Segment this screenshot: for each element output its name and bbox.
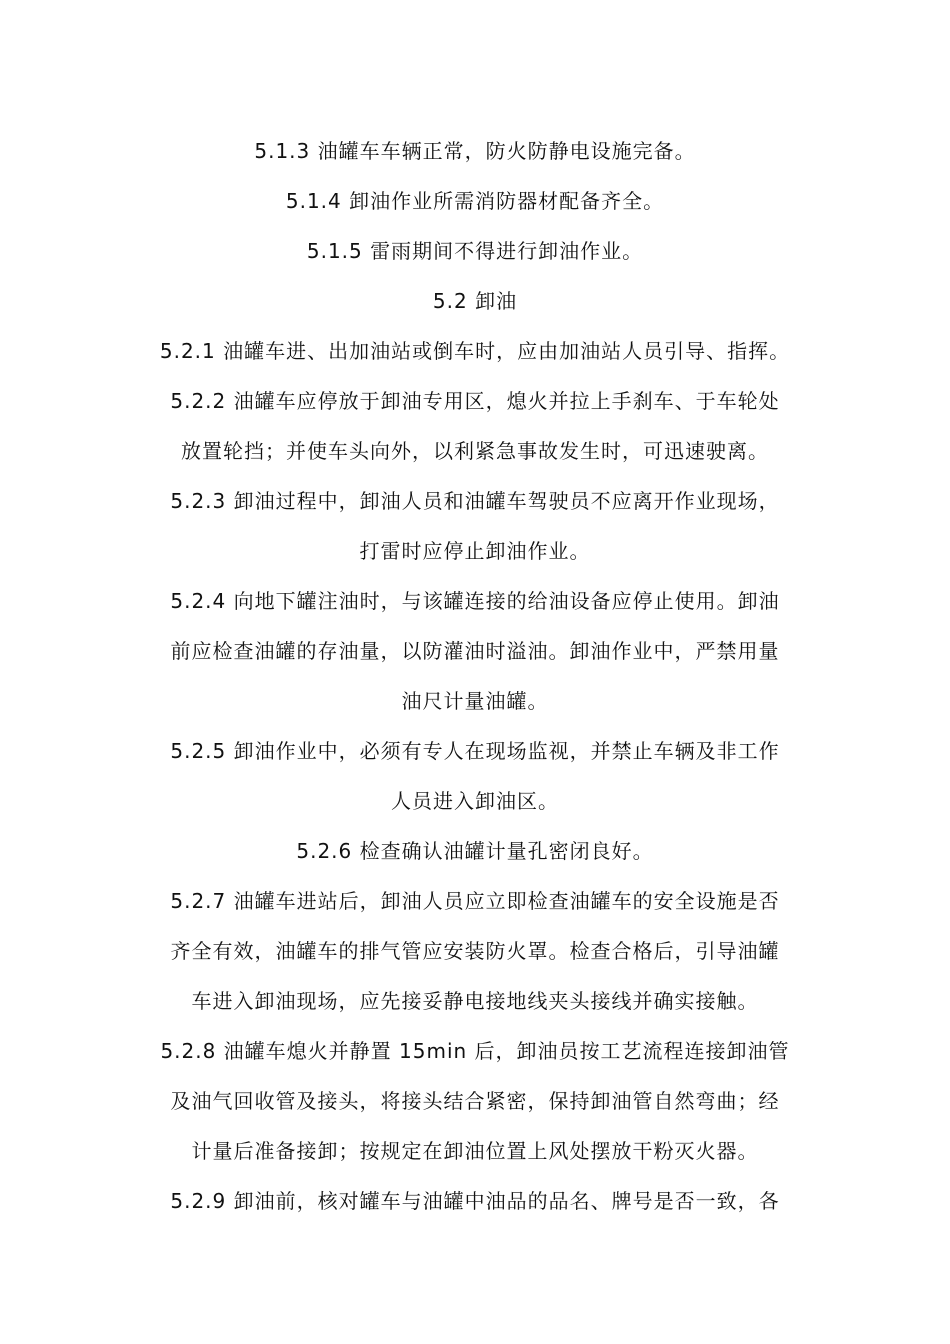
text-line: 5.2.8 油罐车熄火并静置 15min 后，卸油员按工艺流程连接卸油管 [160,1039,790,1063]
paragraph [140,826,810,876]
text-line: 5.2.4 向地下罐注油时，与该罐连接的给油设备应停止使用。卸油 [170,589,780,613]
paragraph [140,876,810,1026]
text-line: 5.1.5 雷雨期间不得进行卸油作业。 [306,239,644,263]
text-line: 及油气回收管及接头，将接头结合紧密，保持卸油管自然弯曲；经 [170,1089,780,1113]
paragraph [140,176,810,226]
text-line: 放置轮挡；并使车头向外，以利紧急事故发生时，可迅速驶离。 [181,439,769,463]
paragraph [140,326,810,376]
text-line: 齐全有效，油罐车的排气管应安装防火罩。检查合格后，引导油罐 [170,939,780,963]
paragraph [140,1026,810,1176]
paragraph [140,576,810,726]
paragraph [140,126,810,176]
text-line: 人员进入卸油区。 [391,789,559,813]
document-body [140,126,810,1226]
section-heading [140,276,810,326]
text-line: 计量后准备接卸；按规定在卸油位置上风处摆放干粉灭火器。 [191,1139,759,1163]
paragraph [140,376,810,476]
paragraph [140,1176,810,1226]
text-line: 前应检查油罐的存油量，以防灌油时溢油。卸油作业中，严禁用量 [170,639,780,663]
text-line: 5.2.2 油罐车应停放于卸油专用区，熄火并拉上手刹车、于车轮处 [170,389,780,413]
text-line: 5.2 卸油 [432,289,518,313]
text-line: 5.2.9 卸油前，核对罐车与油罐中油品的品名、牌号是否一致，各 [170,1189,780,1213]
text-line: 5.2.7 油罐车进站后，卸油人员应立即检查油罐车的安全设施是否 [170,889,780,913]
text-line: 5.2.5 卸油作业中，必须有专人在现场监视，并禁止车辆及非工作 [170,739,780,763]
text-line: 打雷时应停止卸油作业。 [359,539,591,563]
text-line: 5.2.3 卸油过程中，卸油人员和油罐车驾驶员不应离开作业现场， [170,489,780,513]
text-line: 车进入卸油现场，应先接妥静电接地线夹头接线并确实接触。 [191,989,759,1013]
paragraph [140,726,810,826]
text-line: 5.1.4 卸油作业所需消防器材配备齐全。 [285,189,665,213]
paragraph [140,226,810,276]
text-line: 油尺计量油罐。 [401,689,549,713]
text-line: 5.2.6 检查确认油罐计量孔密闭良好。 [296,839,654,863]
text-line: 5.2.1 油罐车进、出加油站或倒车时，应由加油站人员引导、指挥。 [159,339,791,363]
text-line: 5.1.3 油罐车车辆正常，防火防静电设施完备。 [254,139,696,163]
paragraph [140,476,810,576]
